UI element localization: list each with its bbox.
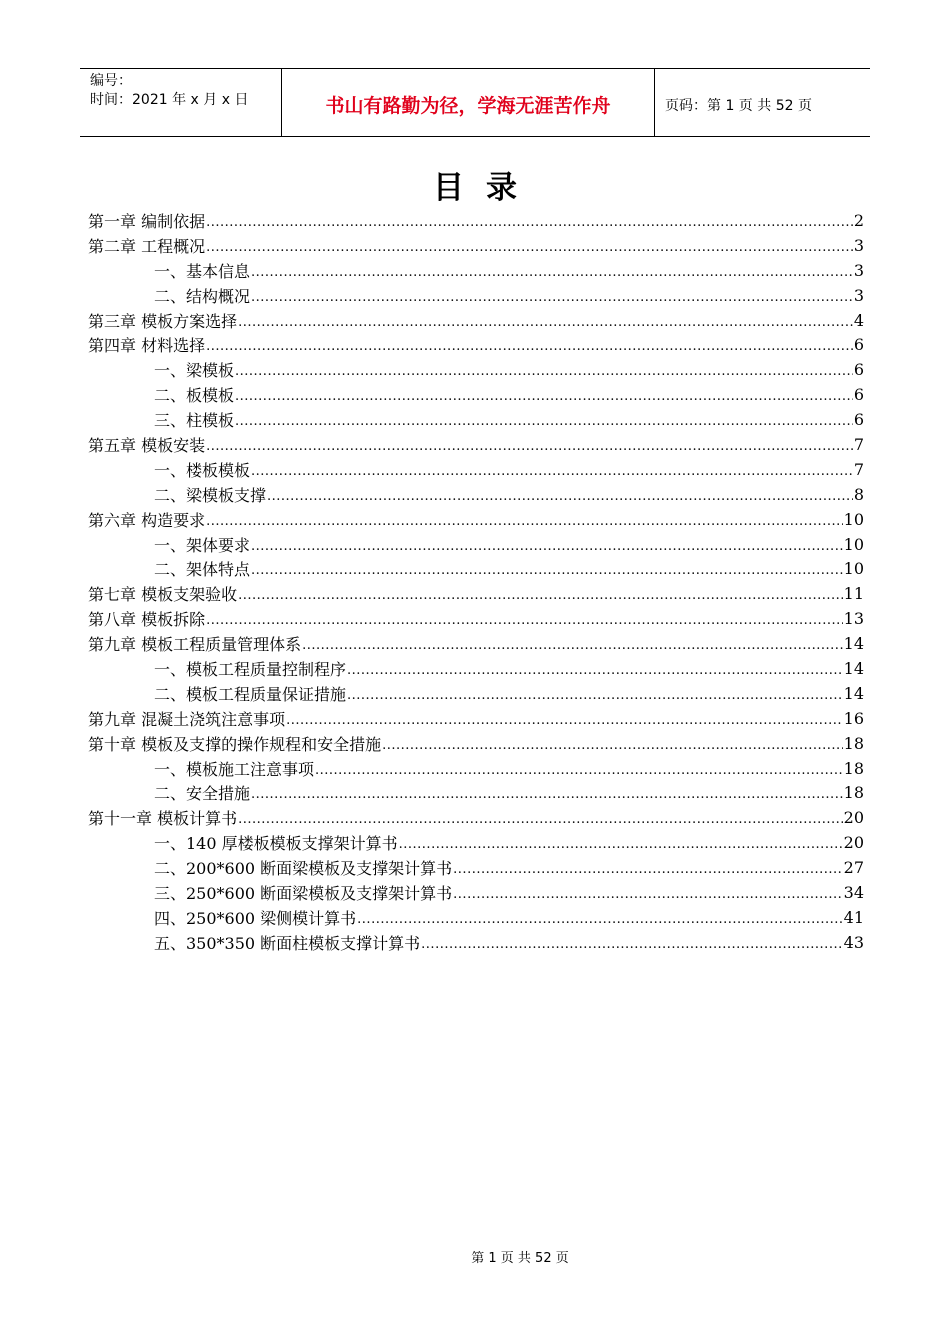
toc-entry[interactable] — [88, 332, 864, 357]
toc-leader-dots — [251, 290, 853, 305]
toc-entry[interactable] — [88, 780, 864, 805]
toc-entry[interactable] — [88, 880, 864, 905]
toc-entry-page: 20 — [843, 808, 864, 828]
toc-leader-dots — [251, 539, 843, 554]
toc-entry[interactable] — [88, 556, 864, 581]
toc-leader-dots — [206, 439, 853, 454]
toc-entry-title: 一、楼板模板 — [154, 460, 251, 480]
toc-entry-page: 6 — [853, 335, 864, 355]
table-of-contents — [88, 208, 864, 955]
toc-leader-dots — [238, 588, 843, 603]
toc-entry-title: 第七章 模板支架验收 — [88, 585, 238, 605]
toc-entry[interactable] — [88, 457, 864, 482]
toc-entry[interactable] — [88, 532, 864, 557]
toc-entry-title: 第六章 构造要求 — [88, 510, 206, 530]
toc-entry[interactable] — [88, 382, 864, 407]
toc-leader-dots — [251, 464, 853, 479]
toc-entry-title: 二、模板工程质量保证措施 — [154, 684, 347, 704]
toc-leader-dots — [267, 489, 853, 504]
toc-entry-title: 二、结构概况 — [154, 286, 251, 306]
toc-leader-dots — [206, 613, 843, 628]
toc-leader-dots — [235, 389, 853, 404]
page-header — [80, 68, 870, 137]
toc-entry[interactable] — [88, 308, 864, 333]
toc-entry-page: 4 — [853, 310, 864, 330]
toc-entry-page: 27 — [843, 858, 864, 878]
toc-leader-dots — [302, 638, 843, 653]
toc-entry-page: 20 — [843, 833, 864, 853]
toc-leader-dots — [206, 215, 853, 230]
toc-entry-page: 18 — [843, 733, 864, 753]
toc-entry-title: 第一章 编制依据 — [88, 211, 206, 231]
toc-entry-page: 14 — [843, 658, 864, 678]
toc-entry-title: 一、模板施工注意事项 — [154, 759, 315, 779]
toc-entry[interactable] — [88, 208, 864, 233]
toc-entry[interactable] — [88, 258, 864, 283]
toc-leader-dots — [421, 937, 842, 952]
toc-entry-title: 第八章 模板拆除 — [88, 610, 206, 630]
toc-entry-page: 8 — [853, 484, 864, 504]
toc-leader-dots — [238, 812, 843, 827]
toc-leader-dots — [206, 240, 853, 255]
toc-leader-dots — [347, 688, 843, 703]
toc-entry-title: 三、柱模板 — [154, 411, 235, 431]
header-motto: 书山有路勤为径，学海无涯苦作舟 — [282, 69, 655, 136]
toc-leader-dots — [251, 787, 843, 802]
toc-leader-dots — [399, 837, 843, 852]
toc-entry[interactable] — [88, 631, 864, 656]
toc-entry-title: 五、350*350 断面柱模板支撑计算书 — [154, 933, 421, 953]
toc-entry[interactable] — [88, 805, 864, 830]
toc-entry[interactable] — [88, 407, 864, 432]
page-footer: 第 1 页 共 52 页 — [471, 1251, 569, 1266]
toc-entry-page: 6 — [853, 360, 864, 380]
toc-entry[interactable] — [88, 706, 864, 731]
toc-leader-dots — [206, 339, 853, 354]
toc-entry-title: 一、模板工程质量控制程序 — [154, 659, 347, 679]
document-date: 时间：2021 年 x 月 x 日 — [90, 92, 249, 108]
toc-entry[interactable] — [88, 930, 864, 955]
toc-entry[interactable] — [88, 855, 864, 880]
toc-entry[interactable] — [88, 283, 864, 308]
toc-leader-dots — [453, 887, 842, 902]
toc-entry-page: 34 — [843, 882, 864, 902]
toc-entry-title: 第四章 材料选择 — [88, 336, 206, 356]
toc-leader-dots — [251, 265, 853, 280]
toc-leader-dots — [382, 738, 843, 753]
toc-entry-page: 41 — [843, 907, 864, 927]
toc-entry-title: 第十一章 模板计算书 — [88, 809, 238, 829]
toc-entry-page: 18 — [843, 758, 864, 778]
toc-entry-title: 第十章 模板及支撑的操作规程和安全措施 — [88, 734, 382, 754]
toc-leader-dots — [251, 563, 843, 578]
toc-entry-page: 14 — [843, 634, 864, 654]
toc-entry-page: 11 — [843, 584, 864, 604]
toc-entry-page: 2 — [853, 210, 864, 230]
toc-entry-page: 3 — [853, 260, 864, 280]
toc-entry-page: 14 — [843, 683, 864, 703]
toc-leader-dots — [453, 862, 842, 877]
toc-entry-page: 7 — [853, 459, 864, 479]
toc-entry-page: 13 — [843, 609, 864, 629]
toc-entry-title: 二、200*600 断面梁模板及支撑架计算书 — [154, 859, 453, 879]
toc-entry-page: 10 — [843, 559, 864, 579]
toc-leader-dots — [286, 713, 843, 728]
toc-entry-title: 三、250*600 断面梁模板及支撑架计算书 — [154, 883, 453, 903]
toc-entry-title: 二、架体特点 — [154, 560, 251, 580]
toc-leader-dots — [235, 364, 853, 379]
toc-entry-title: 二、梁模板支撑 — [154, 485, 267, 505]
toc-entry[interactable] — [88, 357, 864, 382]
toc-entry[interactable] — [88, 233, 864, 258]
toc-entry-page: 10 — [843, 534, 864, 554]
toc-entry-title: 第五章 模板安装 — [88, 435, 206, 455]
toc-entry[interactable] — [88, 681, 864, 706]
toc-entry-page: 6 — [853, 410, 864, 430]
header-meta — [80, 69, 282, 136]
toc-entry[interactable] — [88, 731, 864, 756]
toc-entry[interactable] — [88, 905, 864, 930]
toc-entry-title: 二、安全措施 — [154, 784, 251, 804]
toc-leader-dots — [206, 514, 843, 529]
toc-entry-page: 6 — [853, 385, 864, 405]
document-number-label: 编号： — [90, 73, 132, 89]
toc-entry[interactable] — [88, 581, 864, 606]
toc-entry-page: 3 — [853, 235, 864, 255]
toc-entry[interactable] — [88, 482, 864, 507]
toc-entry-page: 10 — [843, 509, 864, 529]
toc-entry-title: 第二章 工程概况 — [88, 236, 206, 256]
toc-leader-dots — [315, 763, 843, 778]
toc-entry-title: 一、梁模板 — [154, 361, 235, 381]
toc-entry-page: 16 — [843, 708, 864, 728]
toc-entry-title: 第三章 模板方案选择 — [88, 311, 238, 331]
header-page-info: 页码：第 1 页 共 52 页 — [665, 97, 812, 114]
toc-entry-title: 一、架体要求 — [154, 535, 251, 555]
toc-entry-page: 3 — [853, 285, 864, 305]
toc-leader-dots — [347, 663, 843, 678]
toc-entry-page: 7 — [853, 434, 864, 454]
toc-entry-title: 四、250*600 梁侧模计算书 — [154, 908, 357, 928]
toc-leader-dots — [235, 414, 853, 429]
toc-entry[interactable] — [88, 756, 864, 781]
toc-entry[interactable] — [88, 507, 864, 532]
toc-entry[interactable] — [88, 606, 864, 631]
toc-leader-dots — [238, 315, 853, 330]
toc-entry-page: 18 — [843, 783, 864, 803]
toc-entry[interactable] — [88, 432, 864, 457]
toc-entry-title: 一、140 厚楼板模板支撑架计算书 — [154, 834, 398, 854]
toc-entry-title: 第九章 混凝土浇筑注意事项 — [88, 709, 286, 729]
toc-entry-title: 一、基本信息 — [154, 261, 251, 281]
toc-entry-title: 二、板模板 — [154, 386, 235, 406]
toc-leader-dots — [357, 912, 842, 927]
toc-entry[interactable] — [88, 830, 864, 855]
toc-entry[interactable] — [88, 656, 864, 681]
toc-title: 目录 — [433, 170, 539, 206]
toc-entry-page: 43 — [843, 932, 864, 952]
toc-entry-title: 第九章 模板工程质量管理体系 — [88, 635, 302, 655]
